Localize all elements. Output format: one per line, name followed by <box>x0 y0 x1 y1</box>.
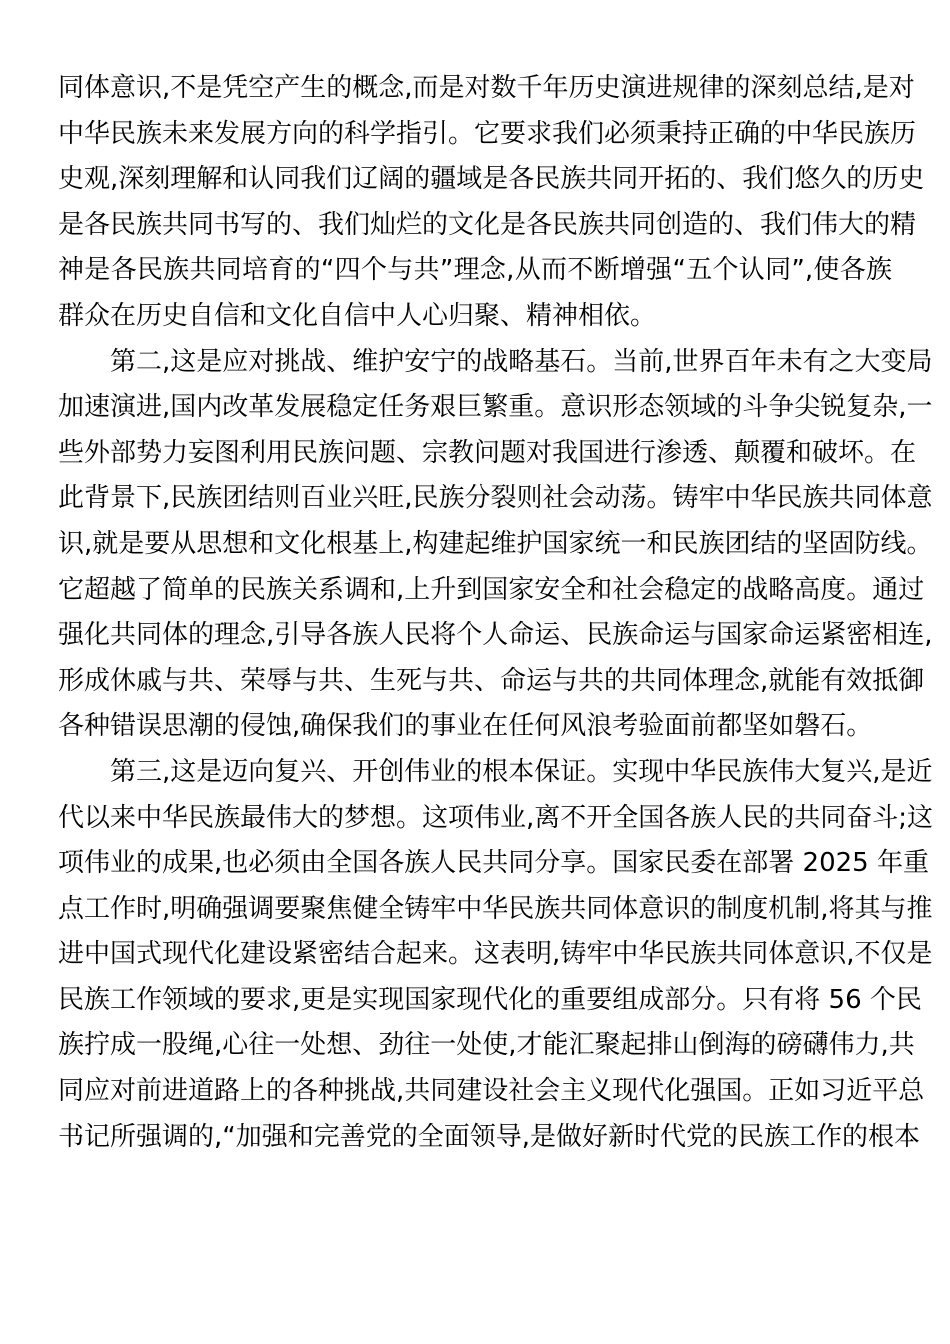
text-line: 些外部势力妄图利用民族问题、宗教问题对我国进行渗透、颠覆和破坏。在 <box>58 437 917 468</box>
paragraph-3 <box>58 750 934 1160</box>
text-line: 族拧成一股绳,心往一处想、劲往一处使,才能汇聚起排山倒海的磅礴伟力,共 <box>58 1030 915 1061</box>
text-line: 神是各民族共同培育的“四个与共”理念,从而不断增强“五个认同”,使各族 <box>58 255 892 286</box>
text-line: 识,就是要从思想和文化根基上,构建起维护国家统一和民族团结的坚固防线。 <box>58 528 933 559</box>
text-line: 各种错误思潮的侵蚀,确保我们的事业在任何风浪考验面前都坚如磐石。 <box>58 711 873 742</box>
document-body <box>58 66 934 1160</box>
text-line: 加速演进,国内改革发展稳定任务艰巨繁重。意识形态领域的斗争尖锐复杂,一 <box>58 392 933 423</box>
text-line: 民族工作领域的要求,更是实现国家现代化的重要组成部分。只有将 56 个民 <box>58 984 922 1015</box>
text-line: 代以来中华民族最伟大的梦想。这项伟业,离不开全国各族人民的共同奋斗;这 <box>58 802 934 833</box>
text-line: 同体意识,不是凭空产生的概念,而是对数千年历史演进规律的深刻总结,是对 <box>58 73 915 103</box>
text-line: 第三,这是迈向复兴、开创伟业的根本保证。实现中华民族伟大复兴,是近 <box>110 756 933 787</box>
text-line: 强化共同体的理念,引导各族人民将个人命运、民族命运与国家命运紧密相连, <box>58 620 933 651</box>
text-line: 同应对前进道路上的各种挑战,共同建设社会主义现代化强国。正如习近平总 <box>58 1076 925 1107</box>
text-line: 项伟业的成果,也必须由全国各族人民共同分享。国家民委在部署 2025 年重 <box>58 848 929 879</box>
text-line: 形成休戚与共、荣辱与共、生死与共、命运与共的共同体理念,就能有效抵御 <box>58 665 925 696</box>
paragraph-1 <box>58 66 925 340</box>
text-line: 第二,这是应对挑战、维护安宁的战略基石。当前,世界百年未有之大变局 <box>110 346 933 377</box>
text-line: 是各民族共同书写的、我们灿烂的文化是各民族共同创造的、我们伟大的精 <box>58 209 917 240</box>
text-line: 群众在历史自信和文化自信中人心归聚、精神相依。 <box>58 300 657 331</box>
text-line: 史观,深刻理解和认同我们辽阔的疆域是各民族共同开拓的、我们悠久的历史 <box>58 164 925 195</box>
text-line: 书记所强调的,“加强和完善党的全面领导,是做好新时代党的民族工作的根本 <box>58 1121 920 1152</box>
text-line: 点工作时,明确强调要聚焦健全铸牢中华民族共同体意识的制度机制,将其与推 <box>58 893 933 924</box>
paragraph-2 <box>58 340 933 750</box>
text-line: 进中国式现代化建设紧密结合起来。这表明,铸牢中华民族共同体意识,不仅是 <box>58 939 933 970</box>
text-line: 中华民族未来发展方向的科学指引。它要求我们必须秉持正确的中华民族历 <box>58 118 917 149</box>
text-line: 此背景下,民族团结则百业兴旺,民族分裂则社会动荡。铸牢中华民族共同体意 <box>58 483 933 514</box>
text-line: 它超越了简单的民族关系调和,上升到国家安全和社会稳定的战略高度。通过 <box>58 574 925 605</box>
